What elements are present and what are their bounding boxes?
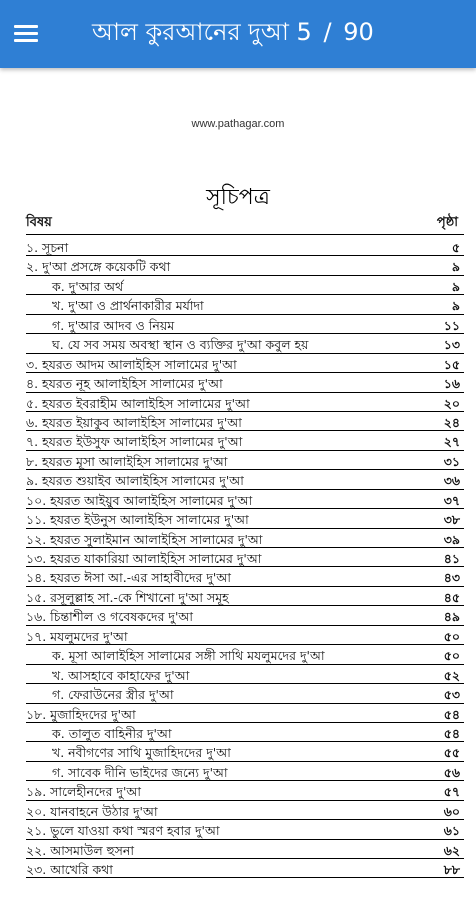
- toc-entry-page: ৫৪: [443, 706, 460, 722]
- toc-entry-page: ২৭: [443, 434, 460, 450]
- toc-entry-title: ১৪. হযরত ঈসা আ.-এর সাহাবীদের দু'আ: [26, 570, 231, 586]
- toc-entry-page: ৯: [451, 298, 460, 314]
- row-rule: [26, 625, 464, 626]
- row-rule: [26, 722, 464, 723]
- menu-bar-line: [14, 39, 38, 42]
- toc-entry: [26, 607, 464, 626]
- row-rule: [26, 605, 464, 606]
- toc-entry-title: গ. দু'আর আদব ও নিয়ম: [52, 317, 175, 333]
- toc-entry-page: ৬১: [443, 823, 460, 839]
- row-rule: [26, 800, 464, 801]
- toc-entry-page: ৩১: [443, 453, 460, 469]
- toc-entry: [26, 821, 464, 840]
- toc-list: [26, 238, 464, 879]
- toc-entry-page: ৪৯: [443, 609, 460, 625]
- row-rule: [26, 294, 464, 295]
- hamburger-menu-icon[interactable]: [14, 19, 44, 49]
- row-rule: [26, 450, 464, 451]
- row-rule: [26, 586, 464, 587]
- row-rule: [26, 877, 464, 878]
- toc-entry-title: ২৩. আখেরি কথা: [26, 862, 113, 877]
- toc-entry-page: ৫০: [443, 648, 460, 664]
- toc-entry: [26, 355, 464, 374]
- toc-entry: [26, 568, 464, 587]
- toc-entry-page: ৫: [451, 240, 460, 255]
- toc-entry-page: ৩৬: [443, 473, 460, 489]
- toc-entry: [26, 432, 464, 451]
- toc-entry: [26, 802, 464, 821]
- toc-entry-page: ৫২: [443, 667, 460, 683]
- row-rule: [26, 275, 464, 276]
- toc-entry-title: ৪. হযরত নূহ আলাইহিস সালামের দু'আ: [26, 376, 223, 392]
- toc-entry: [26, 491, 464, 510]
- toc-entry: [26, 510, 464, 529]
- toc-entry: [26, 549, 464, 568]
- row-rule: [26, 566, 464, 567]
- toc-entry-page: ৯: [451, 278, 460, 294]
- row-rule: [26, 547, 464, 548]
- row-rule: [26, 489, 464, 490]
- toc-entry: [26, 374, 464, 393]
- row-rule: [26, 353, 464, 354]
- toc-entry-page: ৮৮: [443, 862, 460, 877]
- toc-entry: [26, 685, 464, 704]
- toc-entry-page: ৩৯: [443, 531, 460, 547]
- row-rule: [26, 430, 464, 431]
- toc-entry-title: খ. আসহাবে কাহাফের দু'আ: [52, 667, 190, 683]
- toc-entry: [26, 335, 464, 354]
- toc-entry-title: ৫. হযরত ইবরাহীম আলাইহিস সালামের দু'আ: [26, 395, 250, 411]
- row-rule: [26, 741, 464, 742]
- header-divider: [26, 234, 464, 235]
- toc-entry-page: ১৩: [443, 337, 460, 353]
- toc-entry-page: ৬০: [443, 803, 460, 819]
- app-title: [92, 14, 374, 50]
- row-rule: [26, 703, 464, 704]
- row-rule: [26, 644, 464, 645]
- toc-entry: [26, 394, 464, 413]
- app-bar: [0, 0, 476, 68]
- row-rule: [26, 372, 464, 373]
- toc-entry-page: ৪৫: [443, 589, 460, 605]
- toc-entry: [26, 277, 464, 296]
- book-page[interactable]: [0, 68, 476, 900]
- toc-entry-title: ৮. হযরত মূসা আলাইহিস সালামের দু'আ: [26, 453, 228, 469]
- toc-entry: [26, 452, 464, 471]
- toc-entry-title: ৬. হযরত ইয়াকুব আলাইহিস সালামের দু'আ: [26, 414, 242, 430]
- toc-entry: [26, 588, 464, 607]
- toc-entry: [26, 743, 464, 762]
- toc-entry-page: ৫৩: [443, 687, 460, 703]
- toc-entry: [26, 646, 464, 665]
- toc-title: সূচিপত্র: [206, 185, 270, 210]
- row-rule: [26, 839, 464, 840]
- toc-entry: [26, 238, 464, 257]
- toc-entry-title: ২১. ভুলে যাওয়া কথা স্মরণ হবার দু'আ: [26, 823, 220, 839]
- subject-column-header: বিষয়: [26, 215, 52, 230]
- toc-entry-title: ১৯. সালেহীনদের দু'আ: [26, 784, 142, 800]
- toc-entry: [26, 763, 464, 782]
- toc-entry-page: ২০: [443, 395, 460, 411]
- page-separator: /: [323, 18, 332, 46]
- toc-entry-title: ক. দু'আর অর্থ: [52, 278, 124, 294]
- total-pages: 90: [343, 18, 374, 46]
- toc-entry-page: ১৫: [443, 356, 460, 372]
- row-rule: [26, 780, 464, 781]
- row-rule: [26, 858, 464, 859]
- toc-entry: [26, 413, 464, 432]
- toc-entry-title: ১৫. রসূলুল্লাহ সা.-কে শিখানো দু'আ সমূহ: [26, 589, 229, 605]
- toc-header: [26, 213, 462, 233]
- current-page: 5: [296, 18, 312, 46]
- toc-entry: [26, 705, 464, 724]
- toc-entry-title: ক. তালুত বাহিনীর দু'আ: [52, 725, 172, 741]
- toc-entry: [26, 296, 464, 315]
- toc-entry: [26, 782, 464, 801]
- book-title: আল কুরআনের দুআ: [92, 18, 289, 46]
- toc-entry-page: ৪১: [443, 551, 460, 566]
- toc-entry-title: ২০. যানবাহনে উঠার দু'আ: [26, 803, 158, 819]
- toc-entry-page: ১৬: [443, 376, 460, 392]
- toc-entry-page: ৫৬: [443, 764, 460, 780]
- menu-bar-line: [14, 32, 38, 35]
- menu-bar-line: [14, 25, 38, 28]
- toc-entry-title: ৯. হযরত শুয়াইব আলাইহিস সালামের দু'আ: [26, 473, 244, 489]
- toc-entry-page: ৪৩: [443, 570, 460, 586]
- toc-entry: [26, 724, 464, 743]
- toc-entry-title: ১৮. মুজাহিদদের দু'আ: [26, 706, 136, 722]
- toc-entry: [26, 666, 464, 685]
- toc-entry-page: ৫৪: [443, 725, 460, 741]
- toc-entry-page: ৯: [451, 259, 460, 275]
- row-rule: [26, 761, 464, 762]
- toc-entry: [26, 471, 464, 490]
- row-rule: [26, 333, 464, 334]
- toc-entry-title: ১০. হযরত আইয়ুব আলাইহিস সালামের দু'আ: [26, 492, 253, 508]
- toc-entry-title: ১. সূচনা: [26, 240, 69, 255]
- toc-entry: [26, 841, 464, 860]
- toc-entry-title: খ. নবীগণের সাথি মুজাহিদদের দু'আ: [52, 745, 231, 761]
- toc-entry-page: ৩৭: [443, 492, 460, 508]
- toc-entry-title: খ. দু'আ ও প্রার্থনাকারীর মর্যাদা: [52, 298, 204, 314]
- toc-entry-title: ১৬. চিন্তাশীল ও গবেষকদের দু'আ: [26, 609, 194, 625]
- row-rule: [26, 411, 464, 412]
- page-column-header: পৃষ্ঠা: [436, 215, 458, 230]
- toc-entry-page: ৩৮: [443, 512, 460, 528]
- toc-entry-title: ১২. হযরত সুলাইমান আলাইহিস সালামের দু'আ: [26, 531, 263, 547]
- toc-entry: [26, 257, 464, 276]
- toc-entry-title: গ. ফেরাউনের স্ত্রীর দু'আ: [52, 687, 174, 703]
- row-rule: [26, 469, 464, 470]
- toc-entry-page: ২৪: [443, 414, 460, 430]
- toc-entry: [26, 860, 464, 879]
- toc-entry-title: ১৩. হযরত যাকারিয়া আলাইহিস সালামের দু'আ: [26, 551, 262, 566]
- toc-entry-title: ১৭. মযলুমদের দু'আ: [26, 628, 128, 644]
- row-rule: [26, 528, 464, 529]
- toc-entry-page: ৫০: [443, 628, 460, 644]
- toc-entry-page: ৬২: [443, 842, 460, 858]
- toc-entry-title: ক. মূসা আলাইহিস সালামের সঙ্গী সাথি মযলুমদের দু'আ: [52, 648, 325, 664]
- toc-entry-title: ২. দু'আ প্রসঙ্গে কয়েকটি কথা: [26, 259, 171, 275]
- toc-entry: [26, 627, 464, 646]
- row-rule: [26, 819, 464, 820]
- toc-entry: [26, 530, 464, 549]
- row-rule: [26, 664, 464, 665]
- row-rule: [26, 683, 464, 684]
- toc-entry-page: ৫৭: [443, 784, 460, 800]
- toc-entry-title: ৭. হযরত ইউসুফ আলাইহিস সালামের দু'আ: [26, 434, 243, 450]
- toc-entry-page: ৫৫: [443, 745, 460, 761]
- toc-entry-title: ঘ. যে সব সময় অবস্থা স্থান ও ব্যক্তির দু'আ কবুল হয়: [52, 337, 309, 353]
- toc-entry: [26, 316, 464, 335]
- row-rule: [26, 508, 464, 509]
- toc-entry-title: ২২. আসমাউল হুসনা: [26, 842, 134, 858]
- toc-entry-title: ১১. হযরত ইউনুস আলাইহিস সালামের দু'আ: [26, 512, 249, 528]
- site-watermark: www.pathagar.com: [191, 118, 285, 130]
- toc-entry-page: ১১: [443, 317, 460, 333]
- row-rule: [26, 314, 464, 315]
- row-rule: [26, 392, 464, 393]
- toc-entry-title: ৩. হযরত আদম আলাইহিস সালামের দু'আ: [26, 356, 237, 372]
- toc-entry-title: গ. সাবেক দীনি ভাইদের জন্যে দু'আ: [52, 764, 228, 780]
- row-rule: [26, 255, 464, 256]
